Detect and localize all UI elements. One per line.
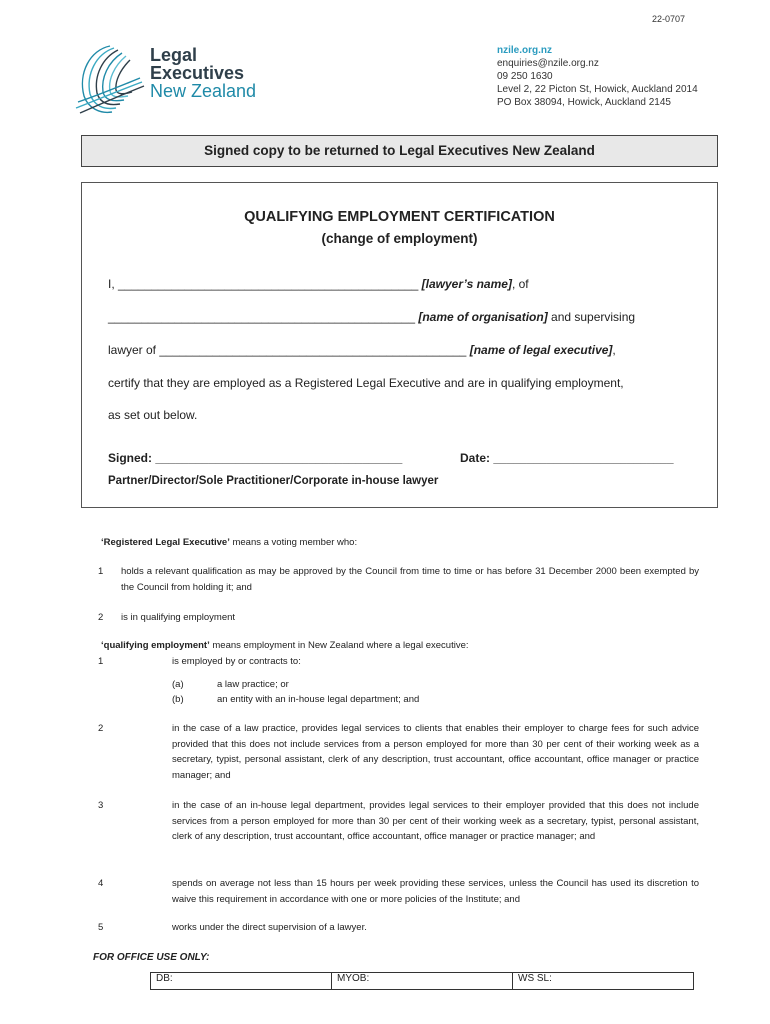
legal-executives-logo — [70, 38, 270, 118]
lawyer-name-label: [lawyer’s name] — [421, 277, 512, 291]
office-use-heading: FOR OFFICE USE ONLY: — [93, 952, 210, 963]
organisation-blank[interactable]: ______________________________________________ — [108, 310, 415, 324]
website-link[interactable]: nzile.org.nz — [497, 45, 552, 56]
rle-definition-text: means a voting member who: — [229, 537, 358, 548]
email-link[interactable]: enquiries@nzile.org.nz — [497, 58, 599, 69]
signatory-role: Partner/Director/Sole Practitioner/Corporate in-house lawyer — [108, 475, 439, 487]
office-myob-cell[interactable]: MYOB: — [332, 973, 513, 990]
rle-item-number: 2 — [98, 612, 104, 623]
line1-suffix: , of — [511, 277, 529, 291]
qe-item-number: 2 — [98, 723, 104, 734]
legal-executive-label: [name of legal executive] — [469, 343, 613, 357]
date-field[interactable]: Date: ___________________________ — [460, 451, 674, 465]
qe-definition-text: means employment in New Zealand where a legal executive: — [209, 640, 469, 651]
qe-item-3-text: in the case of an in-house legal department, provides legal services to their employer provided that this does not include services from a person employed for more than 30 per cent of their working week as a secretary, typist, personal assistant, clerk of any description, trust accountant, office accountant, office manager or practice manager; and — [172, 800, 699, 842]
organisation-line[interactable] — [108, 310, 635, 324]
rle-definition-heading — [101, 535, 357, 550]
logo-text-legal: Legal — [150, 45, 198, 65]
certify-statement: certify that they are employed as a Registered Legal Executive and are in qualifying employment, — [108, 376, 624, 390]
qe-item-5-text: works under the direct supervision of a lawyer. — [172, 922, 367, 933]
rle-item-text — [121, 564, 699, 595]
qe-definition-heading — [101, 638, 469, 653]
rle-item-2-text: is in qualifying employment — [121, 612, 236, 623]
rle-item-number: 1 — [98, 566, 104, 577]
legal-executive-line[interactable] — [108, 343, 616, 357]
street-address: Level 2, 22 Picton St, Howick, Auckland 2014 — [497, 84, 698, 95]
certification-title: QUALIFYING EMPLOYMENT CERTIFICATION — [244, 209, 555, 225]
return-instruction-banner: Signed copy to be returned to Legal Executives New Zealand — [81, 135, 718, 167]
organisation-label: [name of organisation] — [418, 310, 548, 324]
phone-number: 09 250 1630 — [497, 71, 553, 82]
legal-executive-blank[interactable]: lawyer of ______________________________________________ — [108, 343, 467, 357]
signature-field[interactable]: Signed: _____________________________________ — [108, 451, 403, 465]
rle-term: ‘Registered Legal Executive’ — [101, 537, 230, 548]
logo-text-new-zealand: New Zealand — [150, 81, 257, 101]
qe-sub-item-label: (a) — [172, 679, 184, 690]
office-use-table — [150, 972, 694, 990]
certification-box — [81, 182, 718, 508]
contact-block — [497, 44, 698, 109]
qe-item-number: 1 — [98, 656, 104, 667]
lawyer-name-blank[interactable]: I, _____________________________________________ — [108, 277, 419, 291]
rle-item-1-text: holds a relevant qualification as may be approved by the Council from time to time or has before 31 December 2000 been exempted by the Council from holding it; and — [121, 566, 699, 593]
office-ws-sl-cell[interactable]: WS SL: — [513, 973, 694, 990]
line2-suffix: and supervising — [547, 310, 636, 324]
qe-item-number: 4 — [98, 878, 104, 889]
logo-text-executives: Executives — [150, 63, 245, 83]
certification-subtitle: (change of employment) — [321, 231, 478, 246]
qe-sub-item-label: (b) — [172, 694, 184, 705]
as-set-out-below: as set out below. — [108, 408, 198, 422]
qe-sub-item-text: an entity with an in-house legal department; and — [217, 694, 420, 705]
lawyer-name-line[interactable] — [108, 277, 529, 291]
office-db-cell[interactable]: DB: — [151, 973, 332, 990]
po-box-address: PO Box 38094, Howick, Auckland 2145 — [497, 97, 671, 108]
swirl-logo-icon — [70, 38, 150, 118]
qe-item-4-text: spends on average not less than 15 hours per week providing these services, unless the Council has used its discretion to waive this requirement in accordance with one or more policies of the Institute; and — [172, 878, 699, 905]
qe-item-number: 5 — [98, 922, 104, 933]
line3-suffix: , — [612, 343, 616, 357]
qe-term: ‘qualifying employment’ — [101, 640, 210, 651]
qe-item-2-text: in the case of a law practice, provides legal services to clients that enables their employer to charge fees for such advice provided that this does not include services from a person employed for more than 30 per cent of their working week as a secretary, typist, personal assistant, clerk of any description, trust accountant, office accountant, office manager or practice manager; and — [172, 723, 699, 781]
qe-sub-item-text: a law practice; or — [217, 679, 289, 690]
form-code: 22-0707 — [652, 14, 686, 24]
qe-item-1-text: is employed by or contracts to: — [172, 656, 301, 667]
qe-item-number: 3 — [98, 800, 104, 811]
